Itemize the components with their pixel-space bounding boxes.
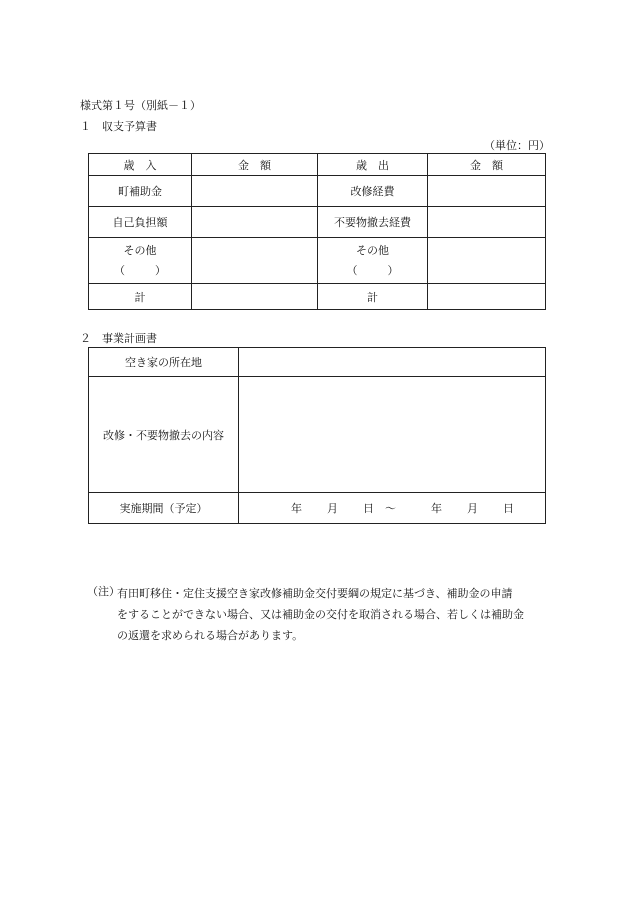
expense-item: その他 [356, 243, 389, 257]
expense-amount-cell[interactable] [428, 207, 546, 238]
table-row [89, 348, 546, 377]
location-cell[interactable] [239, 348, 546, 377]
header-income: 歳 入 [89, 154, 192, 176]
note-line: をすることができない場合、又は補助金の交付を取消される場合、若しくは補助金 [117, 608, 524, 621]
header-amount-income: 金 額 [192, 154, 318, 176]
table-row [89, 176, 546, 207]
income-amount-cell[interactable] [192, 176, 318, 207]
period-label: 実施期間（予定） [89, 493, 239, 524]
income-total-cell[interactable] [192, 284, 318, 310]
period-start-year: 年 [291, 502, 302, 515]
expense-item: 不要物撤去経費 [318, 207, 428, 238]
budget-table [88, 153, 546, 310]
plan-table [88, 347, 546, 524]
table-row [89, 238, 546, 284]
expense-total-cell[interactable] [428, 284, 546, 310]
expense-amount-cell[interactable] [428, 176, 546, 207]
table-row [89, 207, 546, 238]
header-expense: 歳 出 [318, 154, 428, 176]
income-total-label: 計 [89, 284, 192, 310]
period-start-month: 月 [327, 502, 338, 515]
table-row [89, 377, 546, 493]
section2-title: ２ 事業計画書 [80, 332, 157, 345]
budget-header-row [89, 154, 546, 176]
expense-amount-cell[interactable] [428, 238, 546, 284]
table-row [89, 284, 546, 310]
income-amount-cell[interactable] [192, 207, 318, 238]
income-other-paren[interactable]: （ ） [114, 263, 166, 277]
period-tilde: ～ [385, 502, 396, 515]
expense-other-cell [318, 238, 428, 284]
expense-other-paren[interactable]: （ ） [346, 263, 399, 277]
note-line: 有田町移住・定住支援空き家改修補助金交付要綱の規定に基づき、補助金の申請 [117, 587, 513, 600]
note-label: （注） [87, 585, 120, 598]
header-amount-expense: 金 額 [428, 154, 546, 176]
location-label: 空き家の所在地 [89, 348, 239, 377]
income-item: その他 [123, 243, 157, 257]
unit-label: （単位：円） [484, 139, 550, 152]
period-end-month: 月 [467, 502, 478, 515]
income-amount-cell[interactable] [192, 238, 318, 284]
income-item: 町補助金 [89, 176, 192, 207]
content-cell[interactable] [239, 377, 546, 493]
section1-title: １ 収支予算書 [80, 120, 157, 133]
income-other-cell [89, 238, 192, 284]
period-end-year: 年 [431, 502, 442, 515]
note-line: の返還を求められる場合があります。 [117, 629, 304, 642]
period-cell[interactable] [239, 493, 546, 524]
expense-item: 改修経費 [318, 176, 428, 207]
note-body [117, 583, 557, 646]
expense-total-label: 計 [318, 284, 428, 310]
period-end-day: 日 [503, 502, 514, 515]
table-row [89, 493, 546, 524]
form-title: 様式第１号（別紙－１） [80, 99, 201, 112]
content-label: 改修・不要物撤去の内容 [89, 377, 239, 493]
period-start-day: 日 [363, 502, 374, 515]
income-item: 自己負担額 [89, 207, 192, 238]
